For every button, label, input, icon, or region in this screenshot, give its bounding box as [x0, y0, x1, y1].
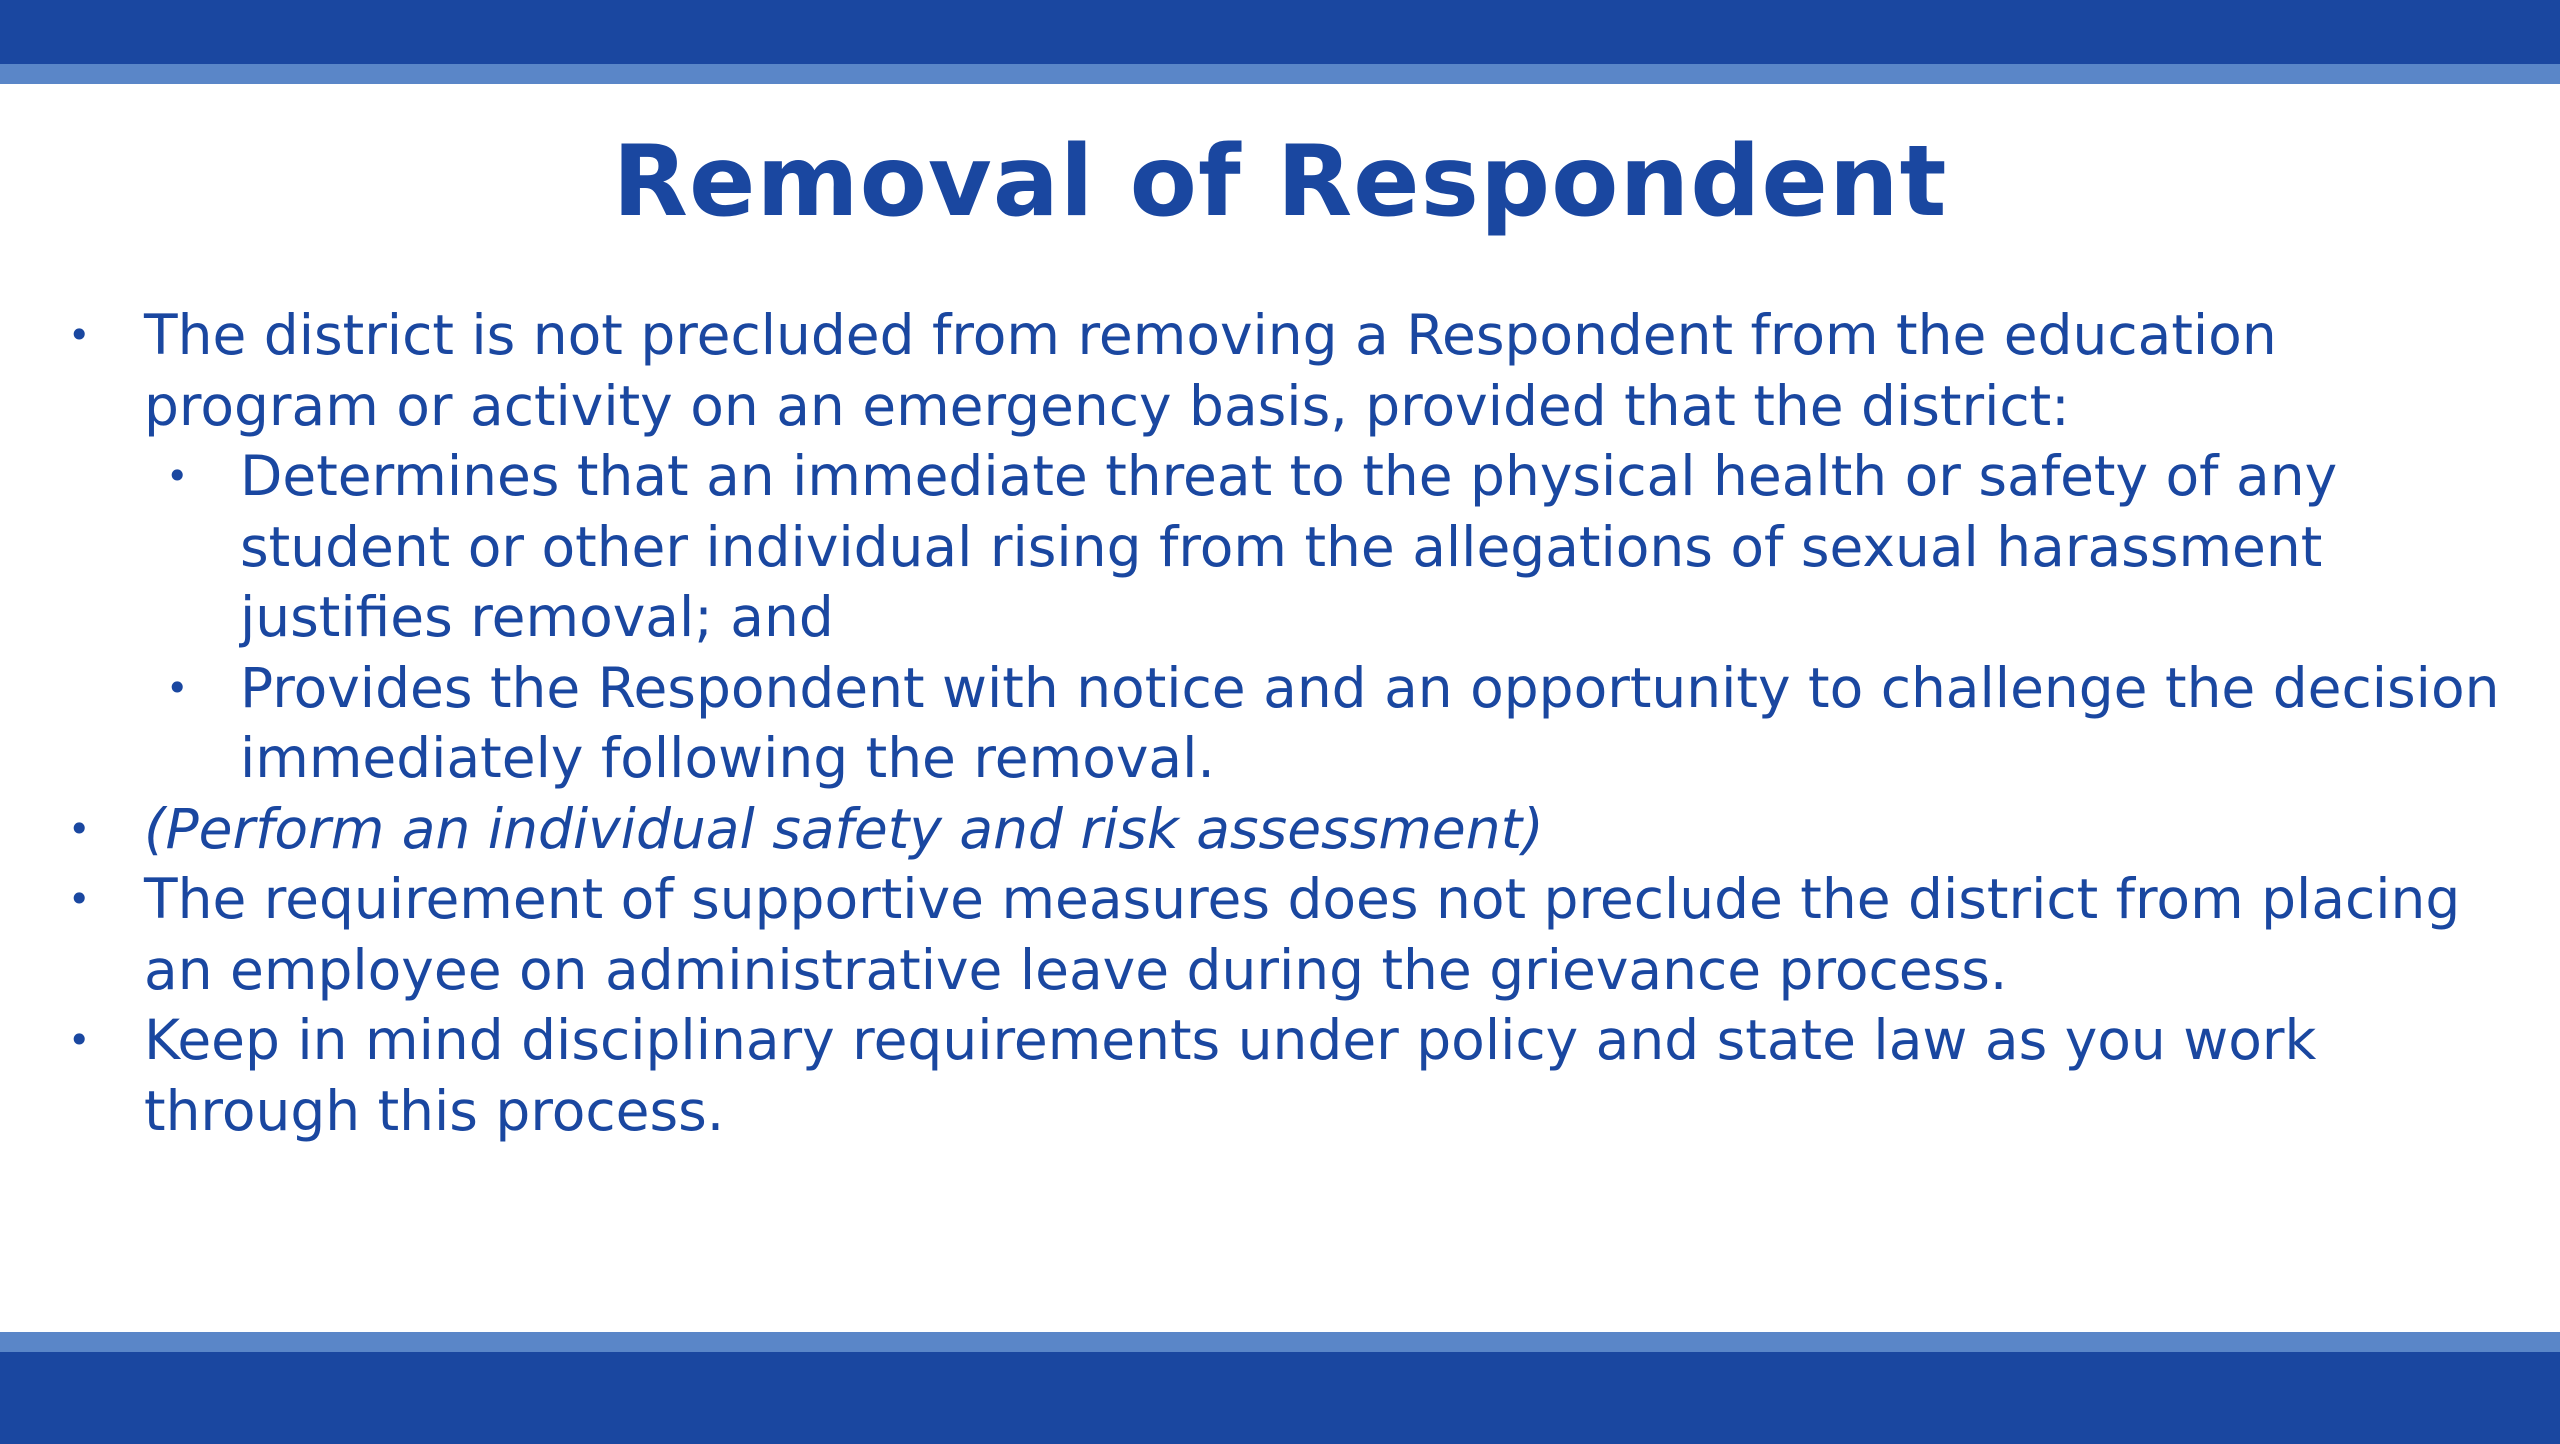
list-item-text: The requirement of supportive measures does not preclude the district from placing an employee on administrative leave during the grievance process. — [144, 867, 2461, 1002]
bullet-list — [0, 300, 2520, 1146]
bullet-icon: • — [68, 806, 91, 851]
sub-list-item-text: Provides the Respondent with notice and an opportunity to challenge the decision immediately following the removal. — [240, 655, 2500, 790]
list-item — [0, 864, 2520, 1005]
bottom-banner-dark — [0, 1352, 2560, 1444]
list-item — [0, 1005, 2520, 1146]
sub-list-item-text: Determines that an immediate threat to the physical health or safety of any student or other individual rising from the allegations of sexual harassment justifies removal; and — [240, 444, 2338, 649]
bullet-icon: • — [68, 1018, 91, 1062]
list-item — [0, 300, 2520, 441]
bullet-icon: • — [166, 665, 189, 710]
list-item — [0, 794, 2520, 865]
list-item-text: Keep in mind disciplinary requirements under policy and state law as you work through this process. — [144, 1008, 2317, 1143]
top-banner-light — [0, 64, 2560, 84]
bullet-icon: • — [68, 313, 91, 357]
list-item-text: The district is not precluded from removing a Respondent from the education program or activity on an emergency basis, provided that the district: — [144, 303, 2277, 438]
sub-list-item — [0, 653, 2520, 794]
bullet-icon: • — [166, 454, 189, 498]
top-banner-dark — [0, 0, 2560, 64]
list-item-text: (Perform an individual safety and risk assessment) — [144, 796, 1544, 861]
slide-title: Removal of Respondent — [612, 125, 1948, 239]
sub-list-item — [0, 441, 2520, 653]
bullet-icon: • — [68, 877, 91, 921]
bottom-banner-light — [0, 1332, 2560, 1352]
